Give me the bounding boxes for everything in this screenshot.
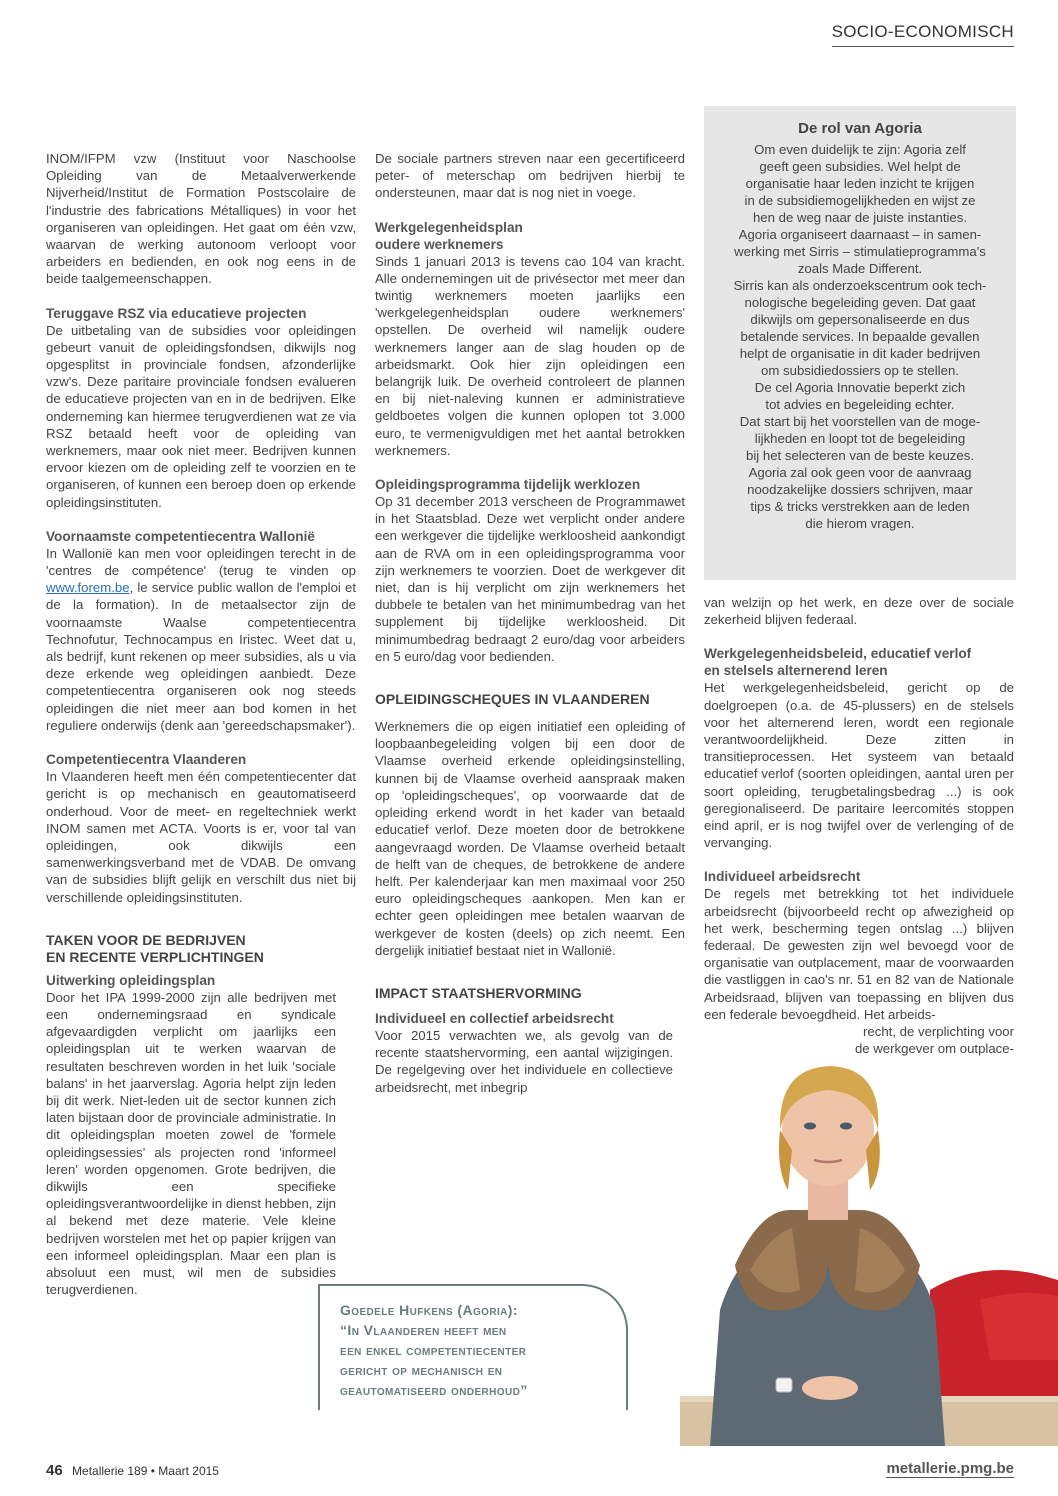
magazine-issue: Metallerie 189 • Maart 2015 bbox=[72, 1464, 219, 1478]
portrait-illustration bbox=[680, 1060, 1058, 1446]
subheading: Competentiecentra Vlaanderen bbox=[46, 752, 247, 768]
subheading: Werkgelegenheidsplan bbox=[375, 219, 523, 235]
text-line: recht, de verplichting voor bbox=[863, 1024, 1014, 1040]
subheading: oudere werknemers bbox=[375, 236, 504, 252]
box-line: dikwijls om gepersonaliseerde en dus bbox=[750, 312, 970, 327]
quote-line: geautomatiseerd onderhoud” bbox=[340, 1382, 528, 1398]
paragraph: De sociale partners streven naar een gecertificeerd peter- of meterschap om bedrijven hierbij te ondersteunen, maar dat is nog niet in voege. bbox=[375, 151, 685, 201]
box-line: om subsidiedossiers op te stellen. bbox=[761, 363, 959, 378]
quote-line: Goedele Hufkens (Agoria): bbox=[340, 1302, 518, 1318]
section-heading: EN RECENTE VERPLICHTINGEN bbox=[46, 948, 264, 965]
text-line: de werkgever om outplace- bbox=[854, 1041, 1014, 1057]
paragraph: Op 31 december 2013 verscheen de Programmawet in het Staatsblad. Deze wet verplicht onder andere een werkgever die tijdelijke werkloosheid aankondigt aan de RVA om in een opleidingsprogramma voor zijn werknemers te voorzien. Doet de werkgever dit niet, dan is hij verplicht om zijn werknemers het dubbele te betalen van het minimumbedrag van het supplement bij tijdelijke werkloosheid. Dit minimumbedrag bedraagt 2 euro/dag voor arbeiders en 5 euro/dag voor bedienden. bbox=[375, 494, 685, 664]
box-line: geeft geen subsidies. Wel helpt de bbox=[759, 159, 961, 174]
section-heading: OPLEIDINGSCHEQUES IN VLAANDEREN bbox=[375, 691, 650, 708]
subheading: Individueel arbeidsrecht bbox=[704, 869, 861, 885]
section-label: SOCIO-ECONOMISCH bbox=[832, 22, 1014, 47]
quote-line: gericht op mechanisch en bbox=[340, 1362, 503, 1378]
box-line: tips & tricks verstrekken aan de leden bbox=[750, 499, 970, 514]
paragraph: De uitbetaling van de subsidies voor opleidingen gebeurt vanuit de opleidingsfondsen, dikwijls nog opgesplitst in provinciale fondsen, afzonderlijke vzw's. Deze paritaire provinciale fondsen evalueren de educatieve projecten van en in de bedrijven. Elke onderneming kan hiermee terugverdienen wat ze via RSZ betaald heeft voor de opleiding van werknemers, maar ook niet meer. Bedrijven kunnen ervoor kiezen om de opleiding zelf te voorzien en te organiseren, of kunnen een beroep doen op erkende opleidingsinstituten. bbox=[46, 322, 356, 510]
subheading: en stelsels alternerend leren bbox=[704, 663, 888, 679]
paragraph: INOM/IFPM vzw (Instituut voor Naschoolse Opleiding van de Metaalverwerkende Nijverheid/Institut de Formation Postscolaire de l'industrie des fabrications Métalliques) in voor het organiseren van opleidingen. Het gaat om één vzw, waarvan de werking autonoom verloopt voor arbeiders en bedienden, en ook nog eens in de beide taalgemeenschappen. bbox=[46, 151, 356, 287]
website-link[interactable]: metallerie.pmg.be bbox=[886, 1460, 1014, 1477]
subheading: Voornaamste competentiecentra Wallonië bbox=[46, 528, 315, 544]
box-line: De cel Agoria Innovatie beperkt zich bbox=[754, 380, 966, 395]
box-title: De rol van Agoria bbox=[798, 120, 922, 137]
subheading: Opleidingsprogramma tijdelijk werklozen bbox=[375, 477, 641, 493]
box-line: Agoria organiseert daarnaast – in samen- bbox=[738, 227, 982, 242]
paragraph: Voor 2015 verwachten we, als gevolg van de recente staatshervorming, een aantal wijzigingen. De regelgeving over het individuele en collectieve arbeidsrecht, met inbegrip bbox=[375, 1027, 673, 1095]
column-2 bbox=[375, 150, 685, 1096]
box-line: bij het selecteren van de beste keuzes. bbox=[746, 448, 974, 463]
subheading: Individueel en collectief arbeidsrecht bbox=[375, 1010, 614, 1026]
column-1 bbox=[46, 150, 356, 1298]
section-heading: IMPACT STAATSHERVORMING bbox=[375, 984, 582, 1001]
box-line: tot advies en begeleiding echter. bbox=[765, 397, 955, 412]
box-line: organisatie haar leden inzicht te krijgen bbox=[745, 176, 975, 191]
footer-left bbox=[46, 1462, 219, 1479]
subheading: Werkgelegenheidsbeleid, educatief verlof bbox=[704, 646, 972, 662]
box-line: lijkheden en loopt tot de begeleiding bbox=[754, 431, 966, 446]
paragraph: Het werkgelegenheidsbeleid, gericht op de doelgroepen (o.a. de 45-plussers) en de stelsels voor het alternerend leren, wordt een regionale verantwoordelijkheid. Deze zitten in transitieprocessen. Het systeem van betaald educatief verlof (soorten opleidingen, aantal uren per soort opleiding, terugbetalingsbedrag ...) is ook geregionaliseerd. De paritaire leercomités stoppen eind april, er is nog twijfel over de verlenging of de vervanging. bbox=[704, 680, 1014, 851]
box-line: betalende services. In bepaalde gevallen bbox=[740, 329, 980, 344]
subheading: Teruggave RSZ via educatieve projecten bbox=[46, 305, 307, 321]
box-line: Agoria zal ook geen voor de aanvraag bbox=[748, 465, 972, 480]
paragraph: Sinds 1 januari 2013 is tevens cao 104 van kracht. Alle ondernemingen uit de privésector met meer dan twintig werknemers moeten jaarlijks een 'werkgelegenheidsplan oudere werknemers' opstellen. De overheid wil namelijk oudere werknemers langer aan de slag houden op de arbeidsmarkt. Ook hier zijn opleidingen een belangrijk luik. De overheid controleert de plannen en bij niet-naleving kunnen er administratieve geldboetes volgen die kunnen oplopen tot 3.000 euro, te vermenigvuldigen met het aantal betrokken werknemers. bbox=[375, 253, 685, 458]
agoria-info-box bbox=[704, 106, 1016, 580]
forem-link[interactable]: www.forem.be bbox=[46, 580, 130, 596]
portrait-photo bbox=[680, 1060, 1058, 1446]
paragraph: Werknemers die op eigen initiatief een opleiding of loopbaanbegeleiding volgen bij een door de Vlaamse overheid erkende opleidingsinstelling, kunnen bij de Vlaamse overheid aanspraak maken op 'opleidingscheques', op voorwaarde dat de opleiding erkend wordt in het kader van betaald educatief verlof. Deze moeten door de betrokkene aangevraagd worden. De Vlaamse overheid betaalt de helft van de cheques, de betrokkene de andere helft. Per kalenderjaar kan men maximaal voor 250 euro opleidingscheques aankopen. Men kan er echter geen opleidingen mee betalen waarvan de werkgever de kosten (deels) op zich neemt. Een dergelijk initiatief bestaat niet in Wallonië. bbox=[375, 719, 685, 958]
paragraph: van welzijn op het werk, en deze over de sociale zekerheid blijven federaal. bbox=[704, 595, 1014, 628]
quote-text bbox=[340, 1300, 528, 1400]
subheading: Uitwerking opleidingsplan bbox=[46, 972, 216, 988]
quote-line: “In Vlaanderen heeft men bbox=[340, 1322, 507, 1338]
box-line: in de subsidiemogelijkheden en wijst ze bbox=[744, 193, 976, 208]
box-line: noodzakelijke dossiers schrijven, maar bbox=[747, 482, 973, 497]
box-line: Dat start bij het voorstellen van de moge- bbox=[739, 414, 981, 429]
paragraph: De regels met betrekking tot het individuele arbeidsrecht (bijvoorbeeld recht op afwezigheid op het werk, bescherming tegen ontslag ...) blijven federaal. De gewesten zijn wel bevoegd voor de organisatie van outplacement, maar de voorwaarden die vastliggen in cao's nr. 51 en 82 van de Nationale Arbeidsraad, blijven van toepassing en blijven dus een federale bevoegdheid. Het arbeids- bbox=[704, 886, 1014, 1022]
page-number: 46 bbox=[46, 1462, 63, 1479]
pull-quote bbox=[318, 1284, 630, 1414]
box-line: nologische begeleiding geven. Dat gaat bbox=[744, 295, 976, 310]
paragraph: In Wallonië kan men voor opleidingen terecht in de 'centres de compétence' (terug te vinden op www.forem.be, le service public wallon de l'emploi et de la formation). In de metaalsector zijn de voornaamste Waalse competentiecentra Technofutur, Technocampus en Iristec. Weet dat u, als bedrijf, kunt rekenen op meer subsidies, als u via deze erkende weg opleidingen aanbiedt. Deze competentiecentra organiseren ook nog steeds opleidingen die niet meer aan bod komen in het reguliere onderwijs (denk aan 'gereedschapsmaker'). bbox=[46, 545, 356, 733]
box-line: Om even duidelijk te zijn: Agoria zelf bbox=[754, 142, 966, 157]
box-line: werking met Sirris – stimulatieprogramma's bbox=[734, 244, 986, 259]
quote-line: een enkel competentiecenter bbox=[340, 1342, 527, 1358]
paragraph: Door het IPA 1999-2000 zijn alle bedrijven met een ondernemingsraad en syndicale afgevaardigden verplicht om jaarlijks een opleidingsplan uit te werken waarvan de resultaten beschreven worden in het luik 'sociale balans' in het jaarverslag. Agoria helpt zijn leden bij dit werk. Niet-leden uit de sector kunnen zich laten bijstaan door de provinciale administratie. In dit opleidingsplan moeten zowel de 'formele opleidingsessies' als projecten rond 'informeel leren' worden opgenomen. Grote bedrijven, die dikwijls een specifieke opleidingsverantwoordelijke in dienst hebben, zijn al bekend met deze materie. Vele kleine bedrijven worstelen met het op papier krijgen van een informeel opleidingsplan. Maar een plan is absoluut een must, wil men de subsidies terugverdienen. bbox=[46, 989, 336, 1298]
box-line: zoals Made Different. bbox=[797, 261, 923, 276]
box-line: helpt de organisatie in dit kader bedrijven bbox=[739, 346, 981, 361]
box-line: hen de weg naar de juiste instanties. bbox=[752, 210, 968, 225]
paragraph: In Vlaanderen heeft men één competentiecenter dat gericht is op mechanisch en geautomatiseerd onderhoud. Voor de meet- en regeltechniek werkt INOM samen met ACTA. Voorts is er, voor tal van opleidingen, ook dikwijls een samenwerkingsverband met de VDAB. De omvang van de subsidies blijft gelijk en verschilt dus niet bij verschillende opleidingsinstituten. bbox=[46, 769, 356, 905]
section-heading: TAKEN VOOR DE BEDRIJVEN bbox=[46, 931, 246, 948]
box-line: die hierom vragen. bbox=[805, 516, 915, 531]
box-line: Sirris kan als onderzoekscentrum ook tech- bbox=[733, 278, 987, 293]
